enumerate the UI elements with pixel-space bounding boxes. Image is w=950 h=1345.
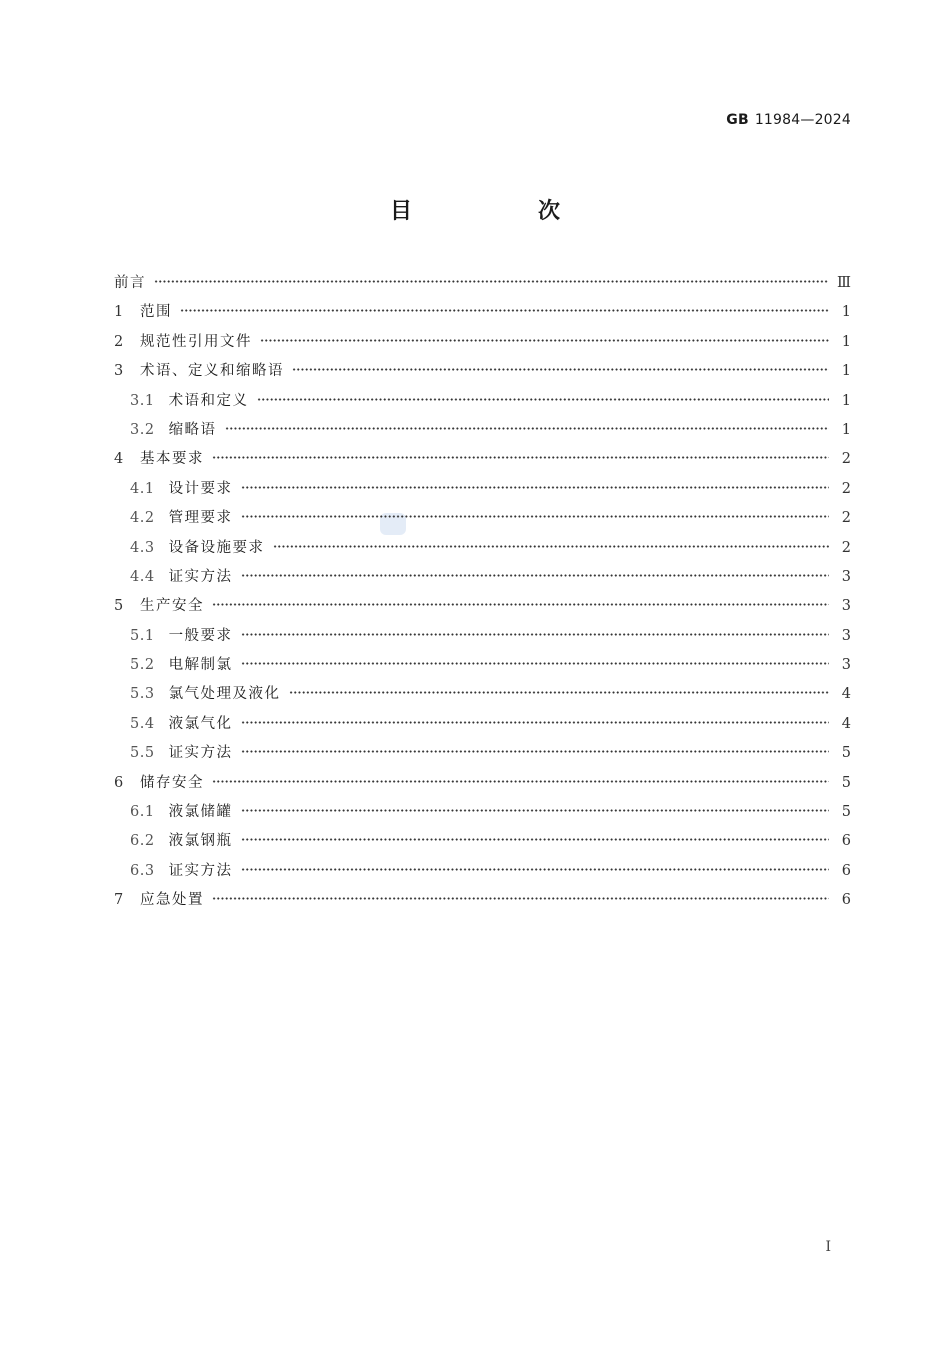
toc-entry-page: 4 bbox=[841, 686, 851, 703]
toc-entry-number: 6.3 bbox=[130, 862, 155, 879]
toc-entry[interactable] bbox=[114, 651, 851, 680]
toc-entry-page: Ⅲ bbox=[837, 275, 851, 291]
standard-number: 11984—2024 bbox=[754, 112, 851, 128]
toc-entry[interactable] bbox=[114, 475, 851, 504]
toc-entry[interactable] bbox=[114, 269, 851, 298]
toc-entry-number: 4.2 bbox=[130, 510, 155, 527]
toc-entry-label: 生产安全 bbox=[140, 598, 204, 615]
toc-entry-number: 7 bbox=[114, 892, 124, 909]
toc-entry-page: 1 bbox=[841, 304, 851, 321]
toc-entry-label: 一般要求 bbox=[168, 627, 233, 644]
dot-leader bbox=[289, 691, 829, 694]
toc-entry-number: 5.1 bbox=[130, 627, 155, 644]
dot-leader bbox=[292, 368, 829, 371]
toc-entry-label: 液氯气化 bbox=[168, 715, 233, 732]
dot-leader bbox=[241, 868, 829, 871]
dot-leader bbox=[241, 662, 829, 665]
toc-entry[interactable] bbox=[114, 328, 851, 357]
toc-entry-page: 6 bbox=[841, 833, 851, 850]
toc-entry-page: 2 bbox=[841, 510, 851, 527]
toc-entry[interactable] bbox=[114, 387, 851, 416]
toc-entry[interactable] bbox=[114, 827, 851, 856]
toc-entry-page: 5 bbox=[841, 745, 851, 762]
toc-entry[interactable] bbox=[114, 298, 851, 327]
toc-entry-number: 5.3 bbox=[130, 686, 155, 703]
standard-prefix: GB bbox=[726, 112, 749, 128]
toc-entry-page: 5 bbox=[841, 804, 851, 821]
dot-leader bbox=[180, 309, 829, 312]
toc-entry[interactable] bbox=[114, 534, 851, 563]
dot-leader bbox=[257, 398, 829, 401]
toc-entry-page: 6 bbox=[841, 892, 851, 909]
toc-entry-page: 3 bbox=[841, 627, 851, 644]
toc-entry[interactable] bbox=[114, 563, 851, 592]
dot-leader bbox=[241, 750, 829, 753]
toc-entry[interactable] bbox=[114, 357, 851, 386]
page-title: 目 次 bbox=[389, 199, 612, 224]
toc-entry-page: 3 bbox=[841, 657, 851, 674]
toc-entry-page: 3 bbox=[841, 568, 851, 585]
dot-leader bbox=[241, 809, 829, 812]
toc-entry-number: 1 bbox=[114, 304, 124, 321]
dot-leader bbox=[225, 427, 829, 430]
dot-leader bbox=[241, 486, 829, 489]
toc-entry-number: 6.2 bbox=[130, 833, 155, 850]
dot-leader bbox=[212, 456, 829, 459]
table-of-contents bbox=[114, 269, 851, 916]
toc-entry-label: 前言 bbox=[114, 275, 146, 291]
toc-entry[interactable] bbox=[114, 710, 851, 739]
dot-leader bbox=[241, 633, 829, 636]
toc-entry-number: 6.1 bbox=[130, 804, 155, 821]
dot-leader bbox=[212, 603, 829, 606]
toc-entry-page: 2 bbox=[841, 480, 851, 497]
toc-entry-label: 氯气处理及液化 bbox=[168, 686, 281, 703]
toc-entry-label: 范围 bbox=[140, 304, 172, 321]
toc-entry-number: 3.1 bbox=[130, 392, 155, 409]
toc-entry-page: 1 bbox=[841, 421, 851, 438]
toc-entry-number: 5.2 bbox=[130, 657, 155, 674]
toc-entry-label: 管理要求 bbox=[168, 510, 233, 527]
toc-entry[interactable] bbox=[114, 739, 851, 768]
toc-entry-page: 1 bbox=[841, 333, 851, 350]
toc-entry[interactable] bbox=[114, 886, 851, 915]
toc-entry-number: 4 bbox=[114, 451, 124, 468]
toc-entry-page: 5 bbox=[841, 774, 851, 791]
toc-entry-label: 基本要求 bbox=[140, 451, 204, 468]
toc-entry-label: 证实方法 bbox=[168, 862, 233, 879]
toc-entry-label: 电解制氯 bbox=[168, 657, 233, 674]
toc-entry-label: 缩略语 bbox=[168, 421, 217, 438]
toc-entry-page: 2 bbox=[841, 451, 851, 468]
toc-entry-page: 2 bbox=[841, 539, 851, 556]
dot-leader bbox=[273, 545, 829, 548]
toc-entry-label: 设计要求 bbox=[168, 480, 233, 497]
toc-entry-label: 储存安全 bbox=[140, 774, 204, 791]
toc-entry[interactable] bbox=[114, 769, 851, 798]
toc-entry[interactable] bbox=[114, 857, 851, 886]
toc-entry-page: 6 bbox=[841, 862, 851, 879]
toc-entry-number: 6 bbox=[114, 774, 124, 791]
toc-entry[interactable] bbox=[114, 680, 851, 709]
toc-entry[interactable] bbox=[114, 622, 851, 651]
toc-entry-page: 1 bbox=[841, 392, 851, 409]
toc-entry-number: 3.2 bbox=[130, 421, 155, 438]
toc-entry-label: 设备设施要求 bbox=[168, 539, 265, 556]
dot-leader bbox=[212, 780, 829, 783]
toc-entry[interactable] bbox=[114, 416, 851, 445]
toc-entry-page: 4 bbox=[841, 715, 851, 732]
toc-entry-page: 3 bbox=[841, 598, 851, 615]
toc-entry-number: 2 bbox=[114, 333, 124, 350]
toc-entry[interactable] bbox=[114, 445, 851, 474]
toc-entry-number: 5.4 bbox=[130, 715, 155, 732]
toc-entry-label: 规范性引用文件 bbox=[140, 333, 252, 350]
toc-entry-label: 术语和定义 bbox=[168, 392, 249, 409]
standard-code bbox=[726, 112, 851, 128]
toc-entry-label: 术语、定义和缩略语 bbox=[140, 363, 284, 380]
toc-entry-number: 4.3 bbox=[130, 539, 155, 556]
page-number: I bbox=[825, 1239, 831, 1255]
toc-entry-number: 5.5 bbox=[130, 745, 155, 762]
toc-entry-label: 液氯储罐 bbox=[168, 804, 233, 821]
toc-entry[interactable] bbox=[114, 592, 851, 621]
dot-leader bbox=[260, 339, 829, 342]
toc-entry-page: 1 bbox=[841, 363, 851, 380]
toc-entry-label: 证实方法 bbox=[168, 568, 233, 585]
toc-entry-label: 证实方法 bbox=[168, 745, 233, 762]
toc-entry-label: 液氯钢瓶 bbox=[168, 833, 233, 850]
dot-leader bbox=[241, 721, 829, 724]
dot-leader bbox=[241, 515, 829, 518]
dot-leader bbox=[212, 897, 829, 900]
toc-entry-label: 应急处置 bbox=[140, 892, 204, 909]
dot-leader bbox=[241, 574, 829, 577]
toc-entry-number: 4.1 bbox=[130, 480, 155, 497]
dot-leader bbox=[154, 280, 829, 283]
toc-entry[interactable] bbox=[114, 798, 851, 827]
dot-leader bbox=[241, 838, 829, 841]
toc-entry-number: 3 bbox=[114, 363, 124, 380]
toc-entry[interactable] bbox=[114, 504, 851, 533]
toc-entry-number: 4.4 bbox=[130, 568, 155, 585]
toc-entry-number: 5 bbox=[114, 598, 124, 615]
